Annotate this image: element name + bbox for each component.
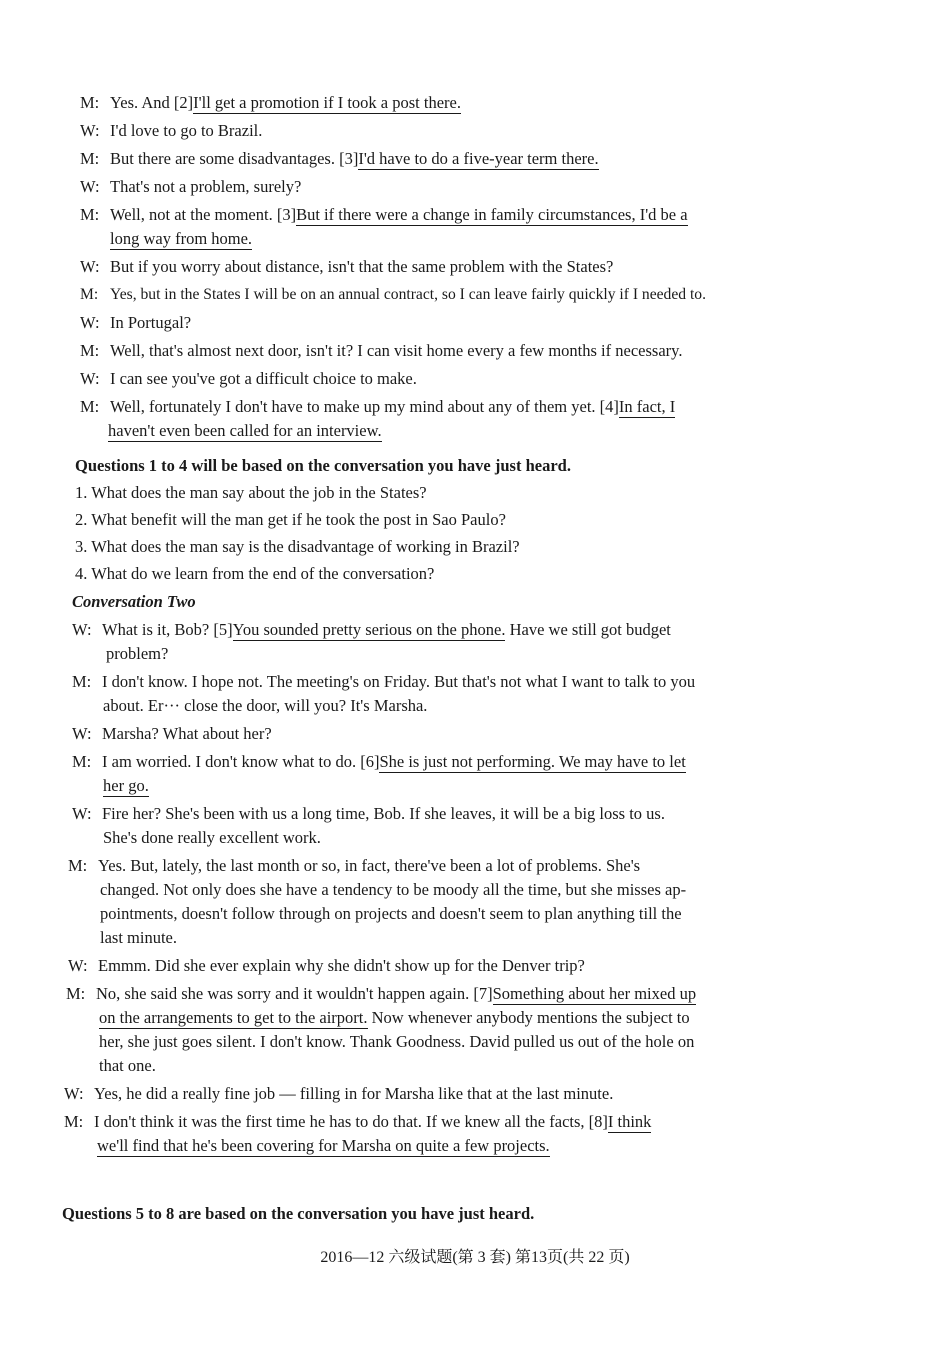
dialogue-continuation: last minute. [100,928,177,947]
section-title: Conversation Two [72,592,196,611]
answer-underline: I'll get a promotion if I took a post there. [193,93,461,112]
dialogue-line: M: Well, not at the moment. [3]But if there were a change in family circumstances, I'd be a [80,205,688,224]
dialogue-line: M: Yes, but in the States I will be on an annual contract, so I can leave fairly quickly if I needed to. [80,286,707,303]
dialogue-line: W: Emmm. Did she ever explain why she didn't show up for the Denver trip? [68,956,585,975]
answer-underline: haven't even been called for an interview. [108,421,382,440]
dialogue-line: W: Marsha? What about her? [72,724,272,743]
dialogue-line: M: Well, fortunately I don't have to make up my mind about any of them yet. [4]In fact, I [80,397,676,416]
dialogue-line: M: Yes. But, lately, the last month or so, in fact, there've been a lot of problems. She's [68,856,641,875]
answer-underline: I think [607,1112,652,1131]
dialogue-continuation: pointments, doesn't follow through on projects and doesn't seem to plan anything till the [100,904,682,923]
conversation-two [0,592,950,1156]
answer-underline: we'll find that he's been covering for Marsha on quite a few projects. [97,1136,550,1155]
dialogue-line: W: I can see you've got a difficult choice to make. [80,369,417,388]
dialogue-line: M: Yes. And [2]I'll get a promotion if I took a post there. [80,93,461,112]
answer-underline: long way from home. [110,229,253,248]
dialogue-continuation [0,776,950,796]
answer-underline: her go. [103,776,149,795]
answer-underline: Something about her mixed up [492,984,697,1003]
dialogue-line: M: I don't know. I hope not. The meeting's on Friday. But that's not what I want to talk to you [72,672,696,691]
dialogue-line: W: What is it, Bob? [5]You sounded pretty serious on the phone. Have we still got budget [72,620,671,639]
dialogue-line: M: I don't think it was the first time he has to do that. If we knew all the facts, [8]I think [64,1112,652,1131]
dialogue-line: W: Fire her? She's been with us a long time, Bob. If she leaves, it will be a big loss to us. [72,804,665,823]
question-item: 2. What benefit will the man get if he took the post in Sao Paulo? [75,510,506,529]
dialogue-continuation [0,421,950,441]
dialogue-line: W: Yes, he did a really fine job — filling in for Marsha like that at the last minute. [64,1084,614,1103]
question-heading: Questions 1 to 4 will be based on the conversation you have just heard. [75,456,571,475]
dialogue-continuation: that one. [99,1056,156,1075]
dialogue-continuation: changed. Not only does she have a tendency to be moody all the time, but she misses ap- [100,880,687,899]
page-footer: 2016—12 六级试题(第 3 套) 第13页(共 22 页) [320,1249,630,1266]
questions-5-8 [0,1204,950,1224]
answer-underline: I'd have to do a five-year term there. [358,149,599,168]
dialogue-continuation [0,229,950,249]
dialogue-line: W: That's not a problem, surely? [80,177,302,196]
answer-underline: on the arrangements to get to the airport. [99,1008,368,1027]
dialogue-continuation [0,1136,950,1156]
dialogue-line: W: But if you worry about distance, isn't that the same problem with the States? [80,257,614,276]
dialogue-continuation: her, she just goes silent. I don't know. Thank Goodness. David pulled us out of the hole on [99,1032,695,1051]
answer-underline: But if there were a change in family circumstances, I'd be a [296,205,688,224]
answer-underline: You sounded pretty serious on the phone. [232,620,506,639]
question-item: 4. What do we learn from the end of the conversation? [75,564,435,583]
dialogue-line: M: I am worried. I don't know what to do. [6]She is just not performing. We may have to let [72,752,686,771]
question-item: 1. What does the man say about the job in the States? [75,483,427,502]
questions-1-4 [0,456,950,584]
dialogue-line: M: But there are some disadvantages. [3]I'd have to do a five-year term there. [80,149,599,168]
dialogue-continuation: problem? [106,644,169,663]
dialogue-continuation: She's done really excellent work. [103,828,321,847]
dialogue-line: W: In Portugal? [80,313,192,332]
answer-underline: In fact, I [618,397,676,416]
dialogue-continuation: about. Er··· close the door, will you? It's Marsha. [103,696,428,715]
question-item: 3. What does the man say is the disadvantage of working in Brazil? [75,537,520,556]
dialogue-continuation: on the arrangements to get to the airport. Now whenever anybody mentions the subject to [99,1008,690,1027]
dialogue-line: M: No, she said she was sorry and it wouldn't happen again. [7]Something about her mixed up [66,984,697,1003]
conversation-one [0,93,950,441]
answer-underline: She is just not performing. We may have to let [379,752,686,771]
dialogue-line: M: Well, that's almost next door, isn't it? I can visit home every a few months if necessary. [80,341,683,360]
question-heading: Questions 5 to 8 are based on the conversation you have just heard. [62,1204,535,1223]
dialogue-line: W: I'd love to go to Brazil. [80,121,263,140]
